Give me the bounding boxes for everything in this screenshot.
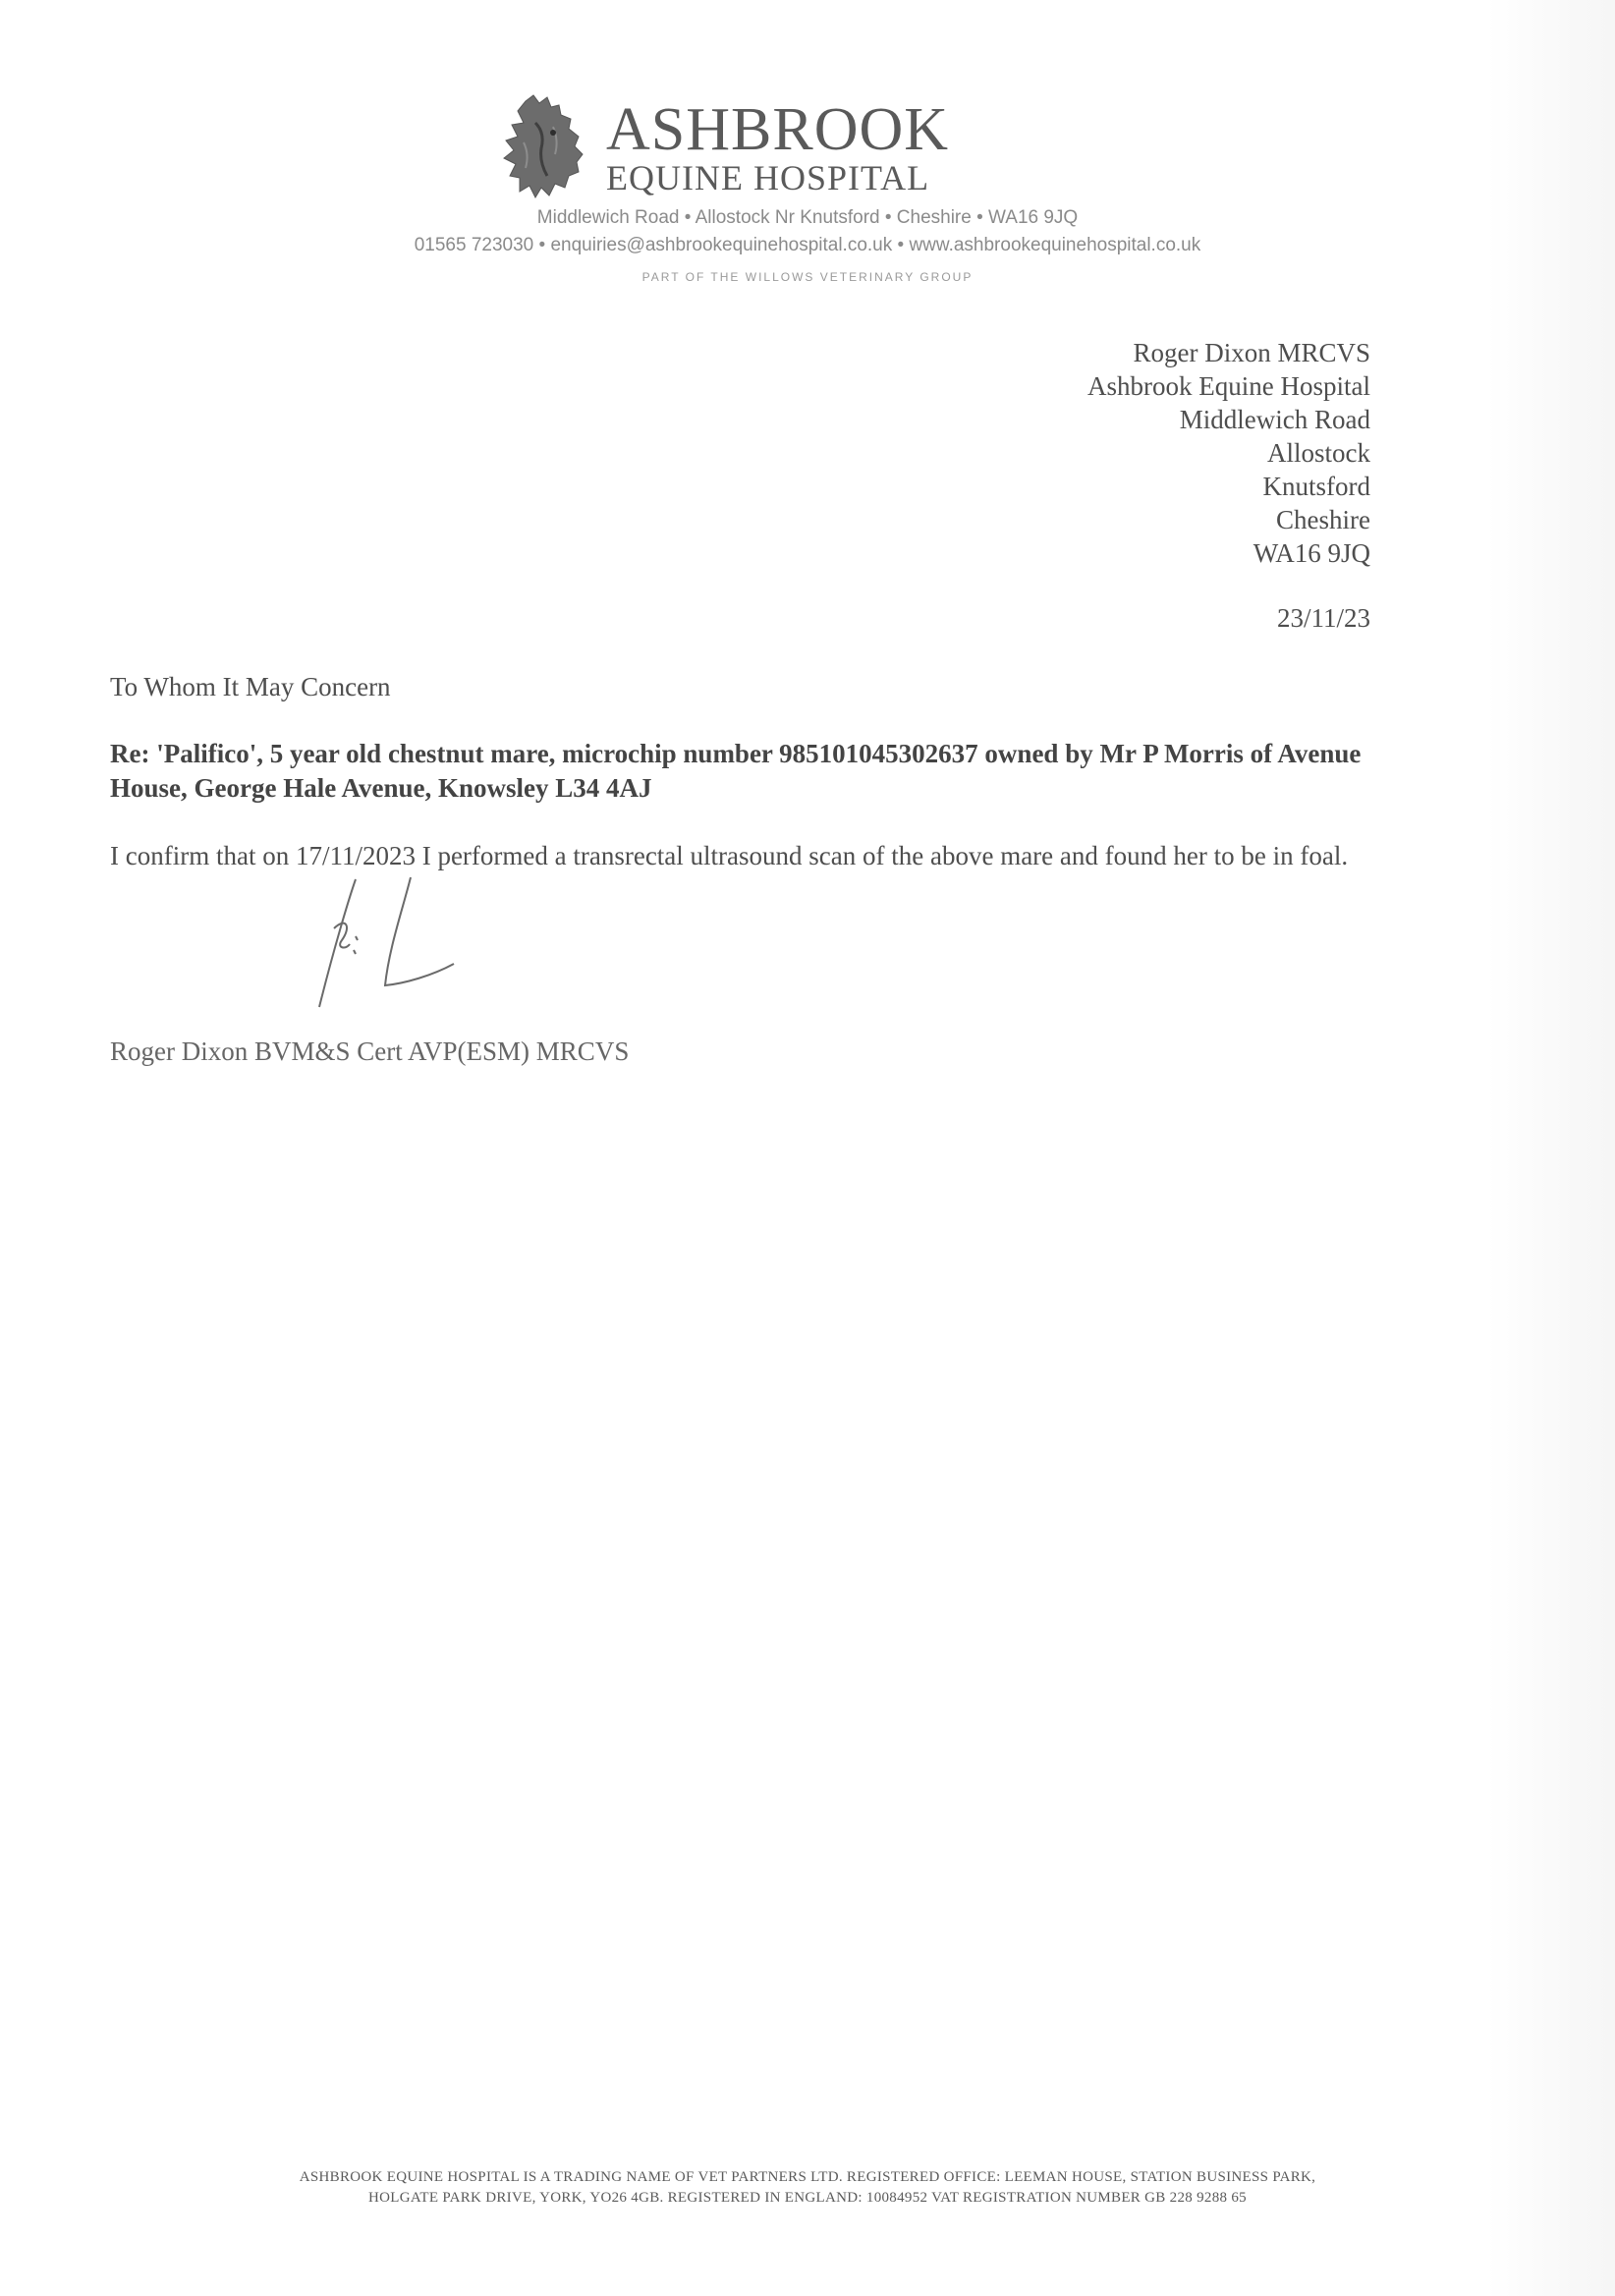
sender-address — [1087, 336, 1370, 570]
hospital-name: ASHBROOK — [606, 96, 950, 163]
footer-line: ASHBROOK EQUINE HOSPITAL IS A TRADING NAME OF VET PARTNERS LTD. REGISTERED OFFICE: LEEMAN HOUSE, STATION BUSINESS PARK, — [299, 2169, 1316, 2185]
subject-line: Re: 'Palifico', 5 year old chestnut mare, microchip number 985101045302637 owned by Mr P Morris of Avenue House, George Hale Avenue, Knowsley L34 4AJ — [110, 739, 1362, 803]
sender-line: Cheshire — [1276, 505, 1370, 534]
signatory-name: Roger Dixon BVM&S Cert AVP(ESM) MRCVS — [110, 1036, 630, 1066]
scan-shadow — [1487, 0, 1615, 2296]
handwritten-signature — [295, 869, 521, 1017]
sender-line: Roger Dixon MRCVS — [1133, 338, 1370, 367]
hospital-subname: EQUINE HOSPITAL — [606, 158, 930, 197]
logo — [496, 93, 1007, 201]
sender-line: Middlewich Road — [1179, 405, 1370, 434]
sender-line: Ashbrook Equine Hospital — [1087, 371, 1370, 401]
letter-date: 23/11/23 — [1276, 603, 1370, 633]
footer — [0, 2167, 1615, 2209]
sender-line: Allostock — [1267, 438, 1370, 468]
footer-line: HOLGATE PARK DRIVE, YORK, YO26 4GB. REGISTERED IN ENGLAND: 10084952 VAT REGISTRATION NUMBER GB 228 9288 65 — [368, 2190, 1247, 2206]
letter-body: I confirm that on 17/11/2023 I performed a transrectal ultrasound scan of the above mare and found her to be in foal. — [110, 841, 1349, 870]
letterhead-group: PART OF THE WILLOWS VETERINARY GROUP — [641, 270, 974, 284]
sender-line: Knutsford — [1262, 472, 1370, 501]
letterhead-address: Middlewich Road • Allostock Nr Knutsford • Cheshire • WA16 9JQ — [536, 207, 1079, 228]
sender-line: WA16 9JQ — [1253, 538, 1370, 568]
horse-head-icon — [496, 93, 594, 201]
salutation: To Whom It May Concern — [110, 672, 391, 701]
letterhead-contact: 01565 723030 • enquiries@ashbrookequinehospital.co.uk • www.ashbrookequinehospital.co.uk — [414, 235, 1201, 255]
